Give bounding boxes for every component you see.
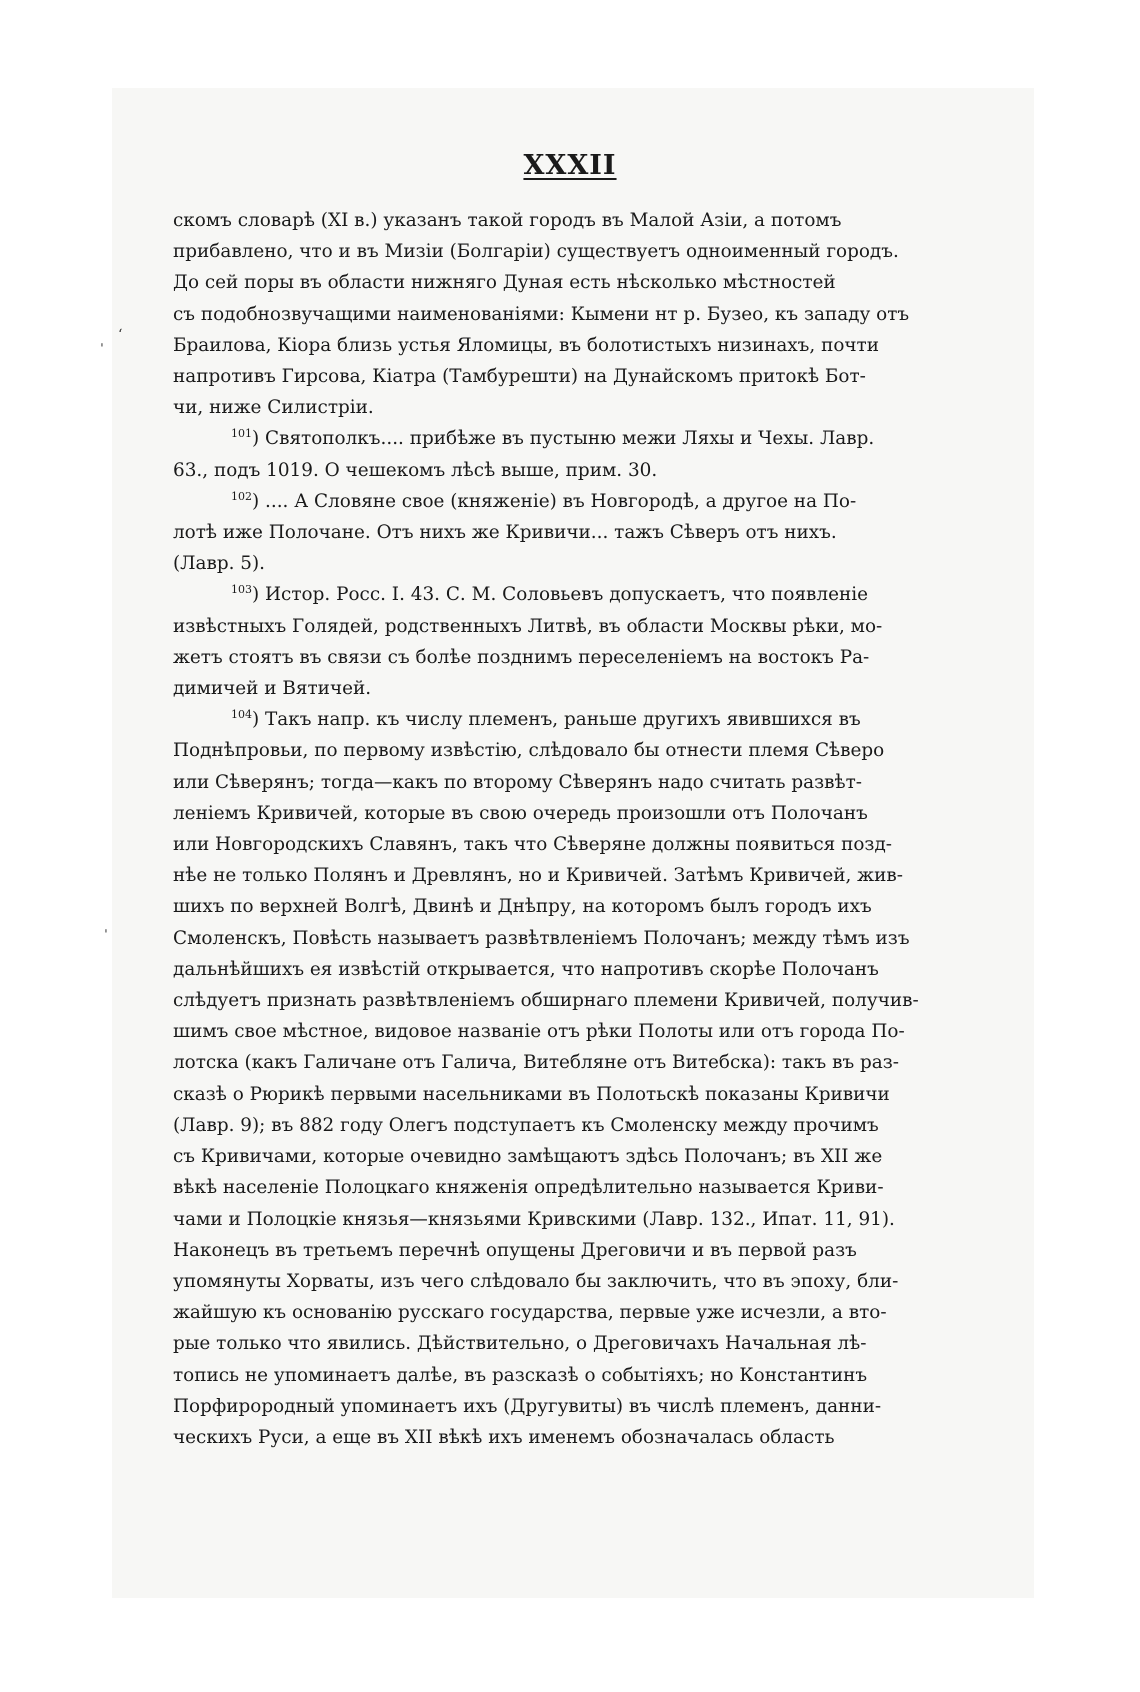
text-line: шихъ по верхней Волгѣ, Двинѣ и Днѣпру, на которомъ былъ городъ ихъ (173, 896, 872, 918)
text-line: или Сѣверянъ; тогда—какъ по второму Сѣверянъ надо считать развѣт- (173, 771, 862, 793)
footnote-number: 101 (231, 427, 252, 441)
text-line: леніемъ Кривичей, которые въ свою очередь произошли отъ Полочанъ (173, 802, 868, 824)
footnote-number: 104 (231, 708, 252, 722)
text-line: лотска (какъ Галичане отъ Галича, Витебляне отъ Витебска): такъ въ раз- (173, 1052, 899, 1074)
footnote-101 (173, 423, 961, 485)
text-line: топись не упоминаетъ далѣе, въ разсказѣ о событіяхъ; но Константинъ (173, 1364, 868, 1386)
text-line: шимъ свое мѣстное, видовое названіе отъ рѣки Полоты или отъ города По- (173, 1021, 905, 1043)
text-line: лотѣ иже Полочане. Отъ нихъ же Кривичи... тажъ Сѣверъ отъ нихъ. (173, 522, 837, 544)
text-line: До сей поры въ области нижняго Дуная есть нѣсколько мѣстностей (173, 272, 836, 294)
text-line: дальнѣйшихъ ея извѣстій открывается, что напротивъ скорѣе Полочанъ (173, 958, 879, 980)
text-line: 63., подъ 1019. О чешекомъ лѣсѣ выше, прим. 30. (173, 459, 658, 481)
text-line: Смоленскъ, Повѣсть называетъ развѣтвленіемъ Полочанъ; между тѣмъ изъ (173, 927, 910, 949)
text-line: $^{104}$) Такъ напр. къ числу племенъ, раньше другихъ явившихся въ (231, 708, 861, 731)
intro-paragraph (173, 205, 961, 423)
text-line: рые только что явились. Дѣйствительно, о Дреговичахъ Начальная лѣ- (173, 1333, 867, 1355)
text-line: $^{101}$) Святополкъ.... прибѣже въ пустыню межи Ляхы и Чехы. Лавр. (231, 427, 875, 450)
footnote-102 (173, 486, 961, 580)
text-line: чи, ниже Силистріи. (173, 397, 374, 419)
text-line: (Лавр. 9); въ 882 году Олегъ подступаетъ къ Смоленску между прочимъ (173, 1114, 879, 1136)
text-line: Наконецъ въ третьемъ перечнѣ опущены Дреговичи и въ первой разъ (173, 1239, 857, 1261)
text-line: Поднѣпровьи, по первому извѣстію, слѣдовало бы отнести племя Сѣверо (173, 740, 885, 762)
text-line: чами и Полоцкіе князья—князьями Кривскими (Лавр. 132., Ипат. 11, 91). (173, 1208, 895, 1230)
text-line: димичей и Вятичей. (173, 678, 372, 700)
page-body (173, 205, 961, 1453)
text-line: жетъ стоятъ въ связи съ болѣе позднимъ переселеніемъ на востокъ Ра- (173, 646, 870, 668)
text-line: $^{102}$) .... А Словяне свое (княженіе) въ Новгородѣ, а другое на По- (231, 489, 857, 512)
footnote-number: 102 (231, 489, 252, 503)
text-line: съ подобнозвучащими наименованіями: Кымени нт р. Бузео, къ западу отъ (173, 303, 910, 325)
text-line: упомянуты Хорваты, изъ чего слѣдовало бы заключить, что въ эпоху, бли- (173, 1270, 899, 1292)
text-line: напротивъ Гирсова, Кіатра (Тамбурешти) на Дунайскомъ притокѣ Бот- (173, 366, 866, 388)
text-line: Порфирородный упоминаетъ ихъ (Другувиты) въ числѣ племенъ, данни- (173, 1395, 882, 1417)
text-line: жайшую къ основанію русскаго государства, первые уже исчезли, а вто- (173, 1302, 887, 1324)
footnote-103 (173, 579, 961, 704)
text-line: нѣе не только Полянъ и Древлянъ, но и Кривичей. Затѣмъ Кривичей, жив- (173, 865, 903, 887)
text-line: съ Кривичами, которые очевидно замѣщаютъ здѣсь Полочанъ; въ XII же (173, 1146, 883, 1168)
text-line: $^{103}$) Истор. Росс. I. 43. С. М. Соловьевъ допускаетъ, что появленіе (231, 583, 868, 606)
margin-mark: ˈ (104, 928, 108, 944)
text-line: сказѣ о Рюрикѣ первыми насельниками въ Полотьскѣ показаны Кривичи (173, 1083, 890, 1105)
text-line: Браилова, Кіора близь устья Яломицы, въ болотистыхъ низинахъ, почти (173, 334, 879, 356)
footnote-number: 103 (231, 583, 252, 597)
text-line: (Лавр. 5). (173, 553, 266, 575)
text-line: слѣдуетъ признать развѣтвленіемъ обширнаго племени Кривичей, получив- (173, 990, 919, 1012)
text-line: извѣстныхъ Голядей, родственныхъ Литвѣ, въ области Москвы рѣки, мо- (173, 615, 883, 637)
text-line: ческихъ Руси, а еще въ XII вѣкѣ ихъ именемъ обозначалась область (173, 1426, 835, 1448)
margin-mark: ˈ (100, 342, 104, 358)
page-number: XXXII (523, 150, 617, 181)
text-line: скомъ словарѣ (XI в.) указанъ такой городъ въ Малой Азіи, а потомъ (173, 210, 842, 231)
margin-mark: ‘ (118, 327, 123, 343)
text-line: или Новгородскихъ Славянъ, такъ что Сѣверяне должны появиться позд- (173, 834, 892, 856)
text-line: вѣкѣ населеніе Полоцкаго княженія опредѣлительно называется Криви- (173, 1177, 884, 1199)
text-line: прибавлено, что и въ Мизіи (Болгаріи) существуетъ одноименный городъ. (173, 241, 899, 263)
footnote-104 (173, 704, 961, 1453)
